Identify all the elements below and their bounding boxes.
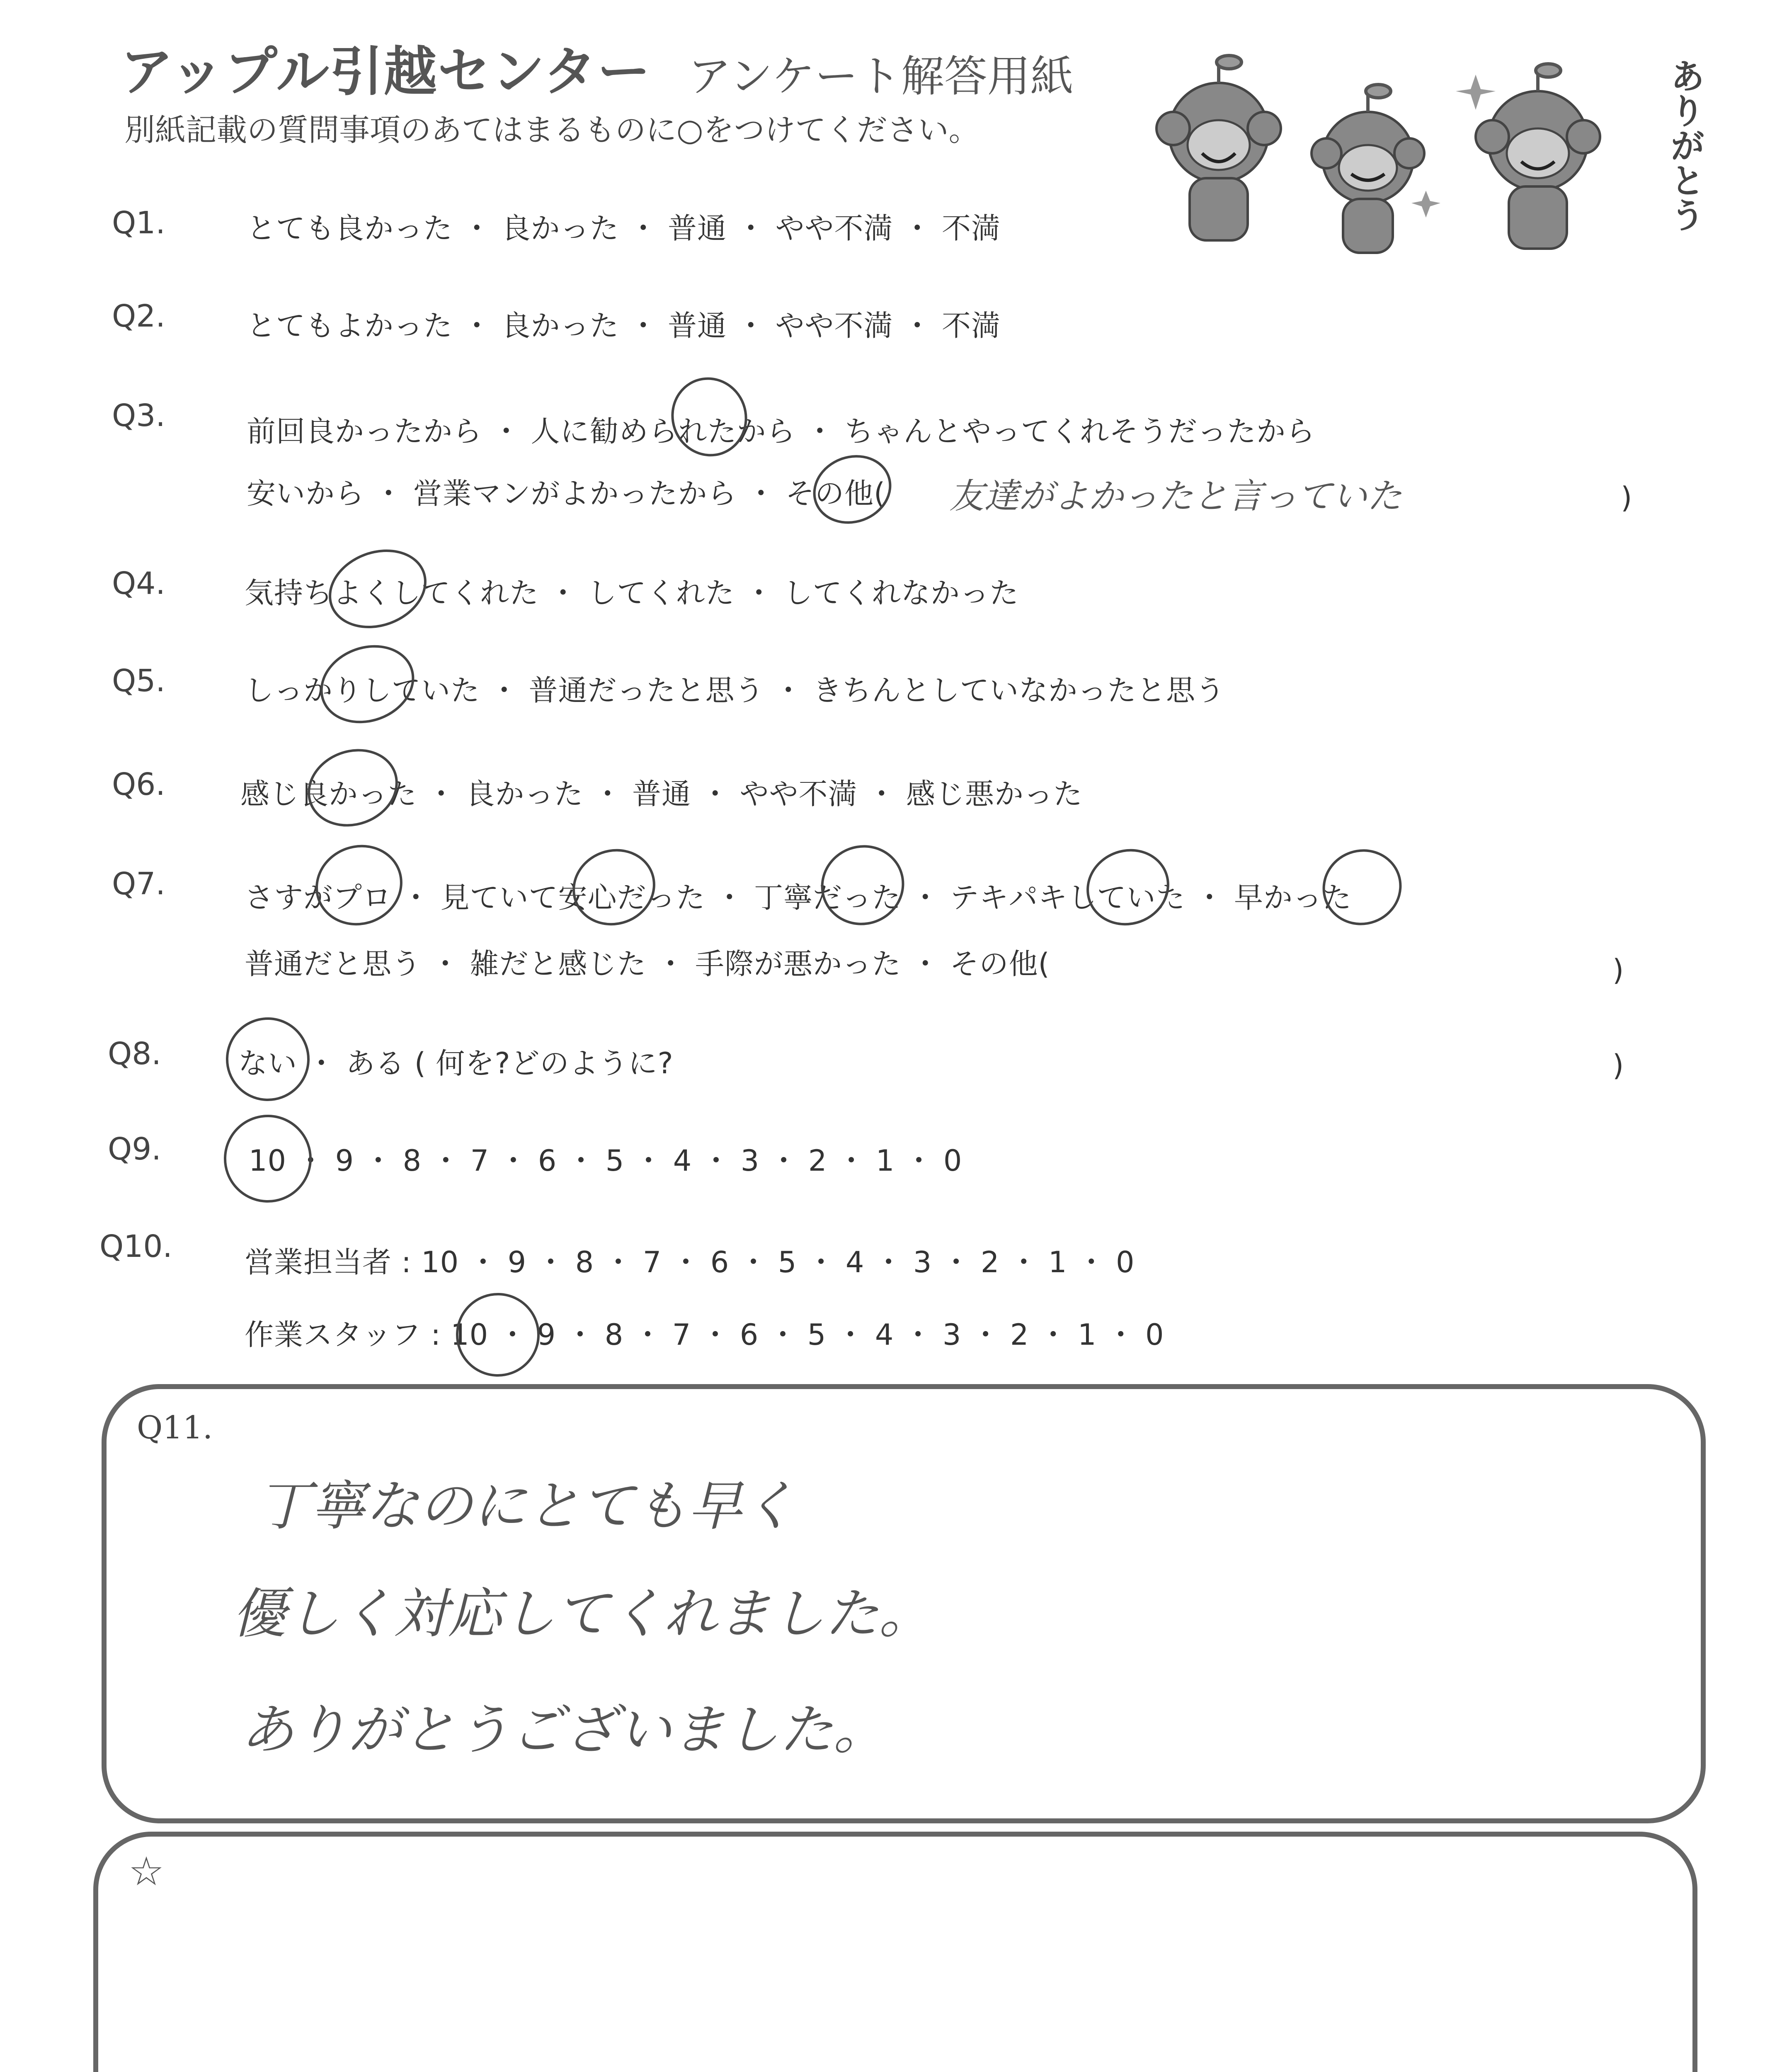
q9-scale: 10 ・ 9 ・ 8 ・ 7 ・ 6 ・ 5 ・ 4 ・ 3 ・ 2 ・ 1 ・ 0 — [249, 1144, 963, 1178]
answer-circle-q5 — [309, 632, 425, 736]
monkey-mascot-illustration — [1136, 50, 1708, 265]
instruction-text: 別紙記載の質問事項のあてはまるものに○をつけてください。 — [124, 112, 979, 148]
document-subtitle: アンケート解答用紙 — [688, 51, 1074, 102]
q5-options: しっかりしていた ・ 普通だったと思う ・ きちんとしていなかったと思う — [245, 673, 1225, 707]
thanks-vertical-text: ありがとう — [1665, 58, 1705, 232]
q10-sales-scale: 営業担当者 : 10 ・ 9 ・ 8 ・ 7 ・ 6 ・ 5 ・ 4 ・ 3 ・ 2 ・ 1 ・ 0 — [245, 1245, 1135, 1279]
q8-options: ない ・ ある ( 何を?どのように? — [238, 1046, 674, 1080]
q7-label: Q7. — [112, 866, 165, 902]
q8-label: Q8. — [108, 1036, 161, 1072]
answer-circle-q8 — [214, 1006, 322, 1113]
star-comment-box — [93, 1832, 1697, 2072]
q3-label: Q3. — [112, 398, 165, 433]
answer-circle-q7-teinei — [810, 833, 915, 937]
answer-circle-q6 — [297, 737, 409, 839]
answer-circle-q7-hayai — [1312, 838, 1413, 937]
q4-label: Q4. — [112, 566, 165, 601]
answer-circle-q4 — [318, 536, 438, 641]
q10-staff-scale: 作業スタッフ : 10 ・ 9 ・ 8 ・ 7 ・ 6 ・ 5 ・ 4 ・ 3 ・ 2 ・ 1 ・ 0 — [245, 1318, 1164, 1352]
answer-circle-q7-anshin — [562, 838, 666, 937]
q10-label: Q10. — [99, 1229, 172, 1264]
q6-label: Q6. — [112, 767, 165, 802]
answer-circle-q7-pro — [304, 833, 414, 938]
q8-close-paren: ) — [1612, 1048, 1624, 1082]
q9-label: Q9. — [108, 1131, 161, 1167]
q11-label: Q11. — [137, 1409, 213, 1446]
q3-other-handwriting: 友達がよかったと言っていた — [949, 476, 1402, 516]
q5-label: Q5. — [112, 663, 165, 699]
q1-options: とても良かった ・ 良かった ・ 普通 ・ やや不満 ・ 不満 — [247, 211, 1001, 245]
q11-handwriting-line2: 優しく対応してくれました。 — [232, 1582, 933, 1645]
answer-circle-q3 — [660, 367, 759, 467]
q2-label: Q2. — [112, 298, 165, 334]
q1-label: Q1. — [112, 205, 165, 241]
q6-options: 感じ良かった ・ 良かった ・ 普通 ・ やや不満 ・ 感じ悪かった — [240, 777, 1083, 811]
q7-options-line1: さすがプロ ・ 見ていて安心だった ・ 丁寧だった ・ テキパキしていた ・ 早かった — [245, 881, 1352, 915]
answer-circle-q10-staff — [444, 1281, 552, 1389]
q2-options: とてもよかった ・ 良かった ・ 普通 ・ やや不満 ・ 不満 — [247, 309, 1001, 343]
document-title: アップル引越センター — [120, 41, 651, 103]
q7-close-paren: ) — [1612, 953, 1624, 987]
answer-circle-q7-tekipaki — [1076, 838, 1180, 937]
q11-handwriting-line3: ありがとうございました。 — [240, 1698, 887, 1761]
q7-options-line2: 普通だと思う ・ 雑だと感じた ・ 手際が悪かった ・ その他( — [245, 947, 1050, 981]
star-icon: ☆ — [128, 1848, 165, 1895]
answer-circle-q3-other — [803, 444, 901, 535]
q4-options: 気持ちよくしてくれた ・ してくれた ・ してくれなかった — [245, 576, 1019, 610]
q3-options-line1: 前回良かったから ・ 人に勧められたから ・ ちゃんとやってくれそうだったから — [247, 414, 1316, 448]
q3-options-line2: 安いから ・ 営業マンがよかったから ・ その他( — [247, 477, 886, 511]
q3-close-paren: ) — [1621, 481, 1633, 515]
answer-circle-q9 — [211, 1102, 324, 1215]
q11-handwriting-line1: 丁寧なのにとても早く — [257, 1474, 796, 1537]
